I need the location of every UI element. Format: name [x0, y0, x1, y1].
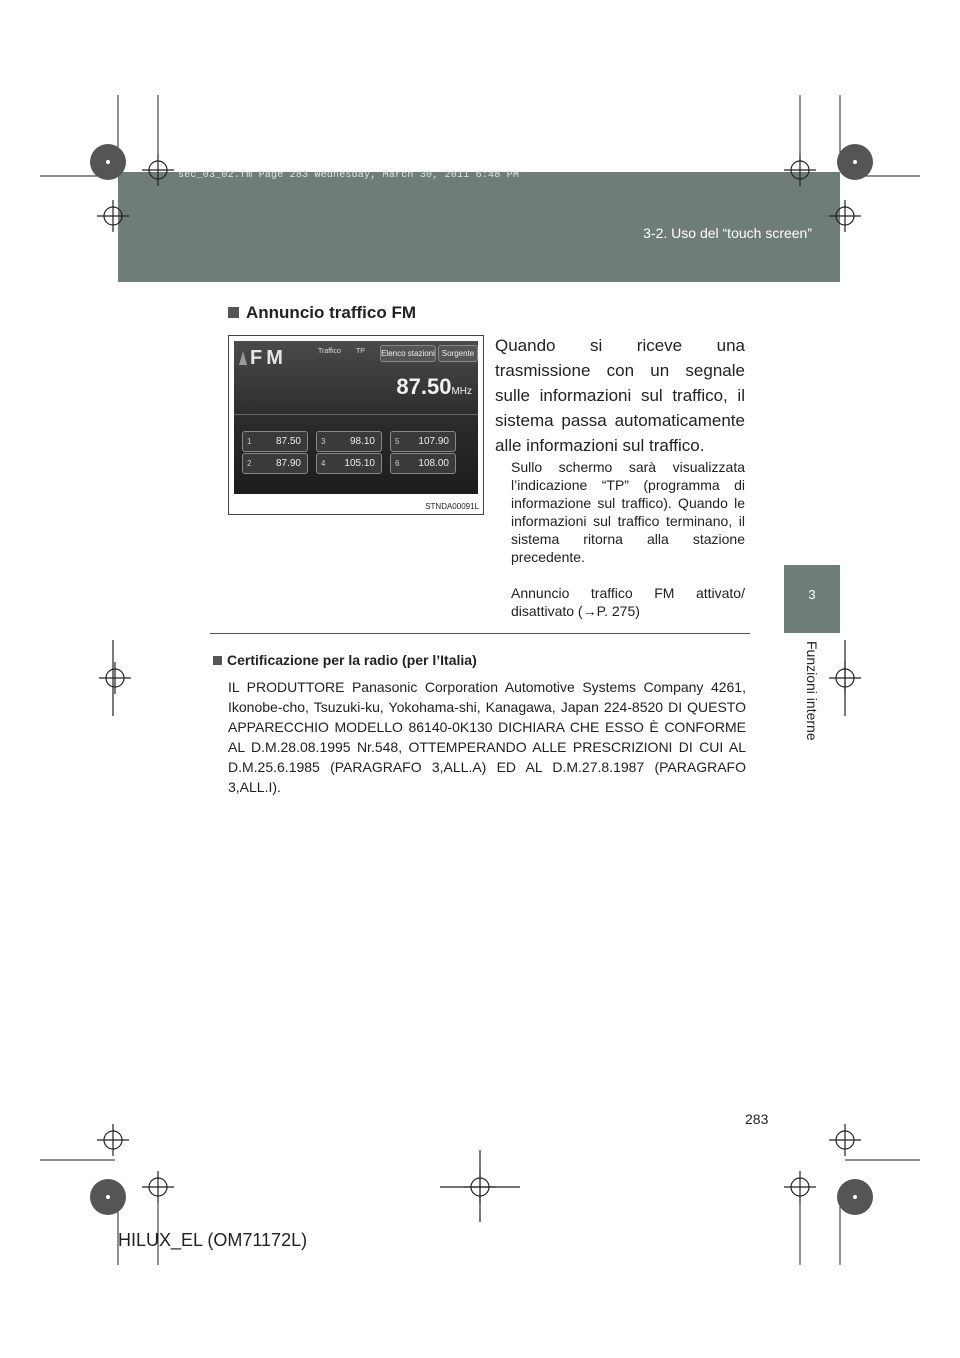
frequency-value: 87.50	[396, 374, 452, 399]
preset-number: 5	[395, 437, 400, 446]
radio-screen	[234, 341, 478, 494]
preset-button[interactable]	[242, 431, 308, 452]
square-bullet-icon	[213, 656, 222, 665]
preset-button[interactable]	[390, 431, 456, 452]
preset-button[interactable]	[316, 453, 382, 474]
section-heading-text: Annuncio traffico FM	[246, 303, 416, 322]
preset-frequency: 98.10	[349, 436, 375, 447]
page-number: 283	[745, 1111, 769, 1127]
square-bullet-icon	[228, 307, 239, 318]
footer-model: HILUX_EL (OM71172L)	[118, 1230, 308, 1250]
radio-screen-figure	[228, 335, 484, 515]
preset-button[interactable]	[390, 453, 456, 474]
band-label: FM	[250, 347, 287, 369]
preset-number: 1	[247, 437, 252, 446]
preset-number: 2	[247, 459, 252, 468]
frequency-display	[396, 374, 472, 400]
cert-heading	[213, 652, 477, 668]
section-paragraph: Quando si riceve una trasmissione con un segnale sulle informazioni sul traffico, il sistema passa automaticamente alle informazioni sul traffico.	[495, 336, 745, 455]
print-stamp: sec_03_02.fm Page 283 Wednesday, March 30, 2011 6:48 PM	[178, 170, 520, 181]
preset-frequency: 108.00	[418, 458, 449, 469]
preset-frequency: 105.10	[344, 458, 375, 469]
station-list-button[interactable]: Elenco stazioni	[380, 345, 436, 362]
chapter-tab	[784, 565, 840, 633]
preset-number: 4	[321, 459, 326, 468]
figure-code: STNDA00091L	[425, 502, 479, 511]
screen-divider	[234, 414, 478, 415]
section-title: 3-2. Uso del “touch screen”	[643, 225, 812, 241]
preset-frequency: 107.90	[418, 436, 449, 447]
chapter-number: 3	[808, 587, 816, 602]
traffic-label: Traffico	[318, 348, 341, 355]
cert-heading-text: Certificazione per la radio (per l’Italia)	[227, 652, 477, 668]
chapter-label: Funzioni interne	[804, 641, 820, 741]
preset-frequency: 87.50	[275, 436, 301, 447]
preset-frequency: 87.90	[275, 458, 301, 469]
preset-number: 3	[321, 437, 326, 446]
preset-button[interactable]	[242, 453, 308, 474]
note-tp: Sullo schermo sarà visualizzata l’indicazione “TP” (programma di informazione sul traffico). Quando le informazioni sul traffico terminano, il sistema ritorna alla stazione precedente.	[511, 459, 745, 565]
antenna-icon	[239, 351, 247, 365]
chapter-label-box	[784, 633, 840, 753]
section-divider	[210, 633, 750, 634]
preset-number: 6	[395, 459, 400, 468]
source-button[interactable]: Sorgente	[438, 345, 478, 362]
cert-paragraph: IL PRODUTTORE Panasonic Corporation Automotive Systems Company 4261, Ikonobe-cho, Tsuzuki-ku, Yokohama-shi, Kanagawa, Japan 224-8520 DI QUESTO APPARECCHIO MODELLO 86140-0K130 DICHIARA CHE ESSO È CONFORME AL D.M.28.08.1995 Nr.548, OTTEMPERANDO ALLE PRESCRIZIONI DI CUI AL D.M.25.6.1985 (PARAGRAFO 3,ALL.A) ED AL D.M.27.8.1987 (PARAGRAFO 3,ALL.I).	[228, 679, 746, 795]
tp-label: TP	[356, 348, 365, 355]
section-heading	[228, 303, 416, 323]
frequency-unit: MHz	[451, 386, 472, 397]
preset-button[interactable]	[316, 431, 382, 452]
note-toggle: Annuncio traffico FM attivato/ disattivato (→P. 275)	[511, 585, 745, 619]
